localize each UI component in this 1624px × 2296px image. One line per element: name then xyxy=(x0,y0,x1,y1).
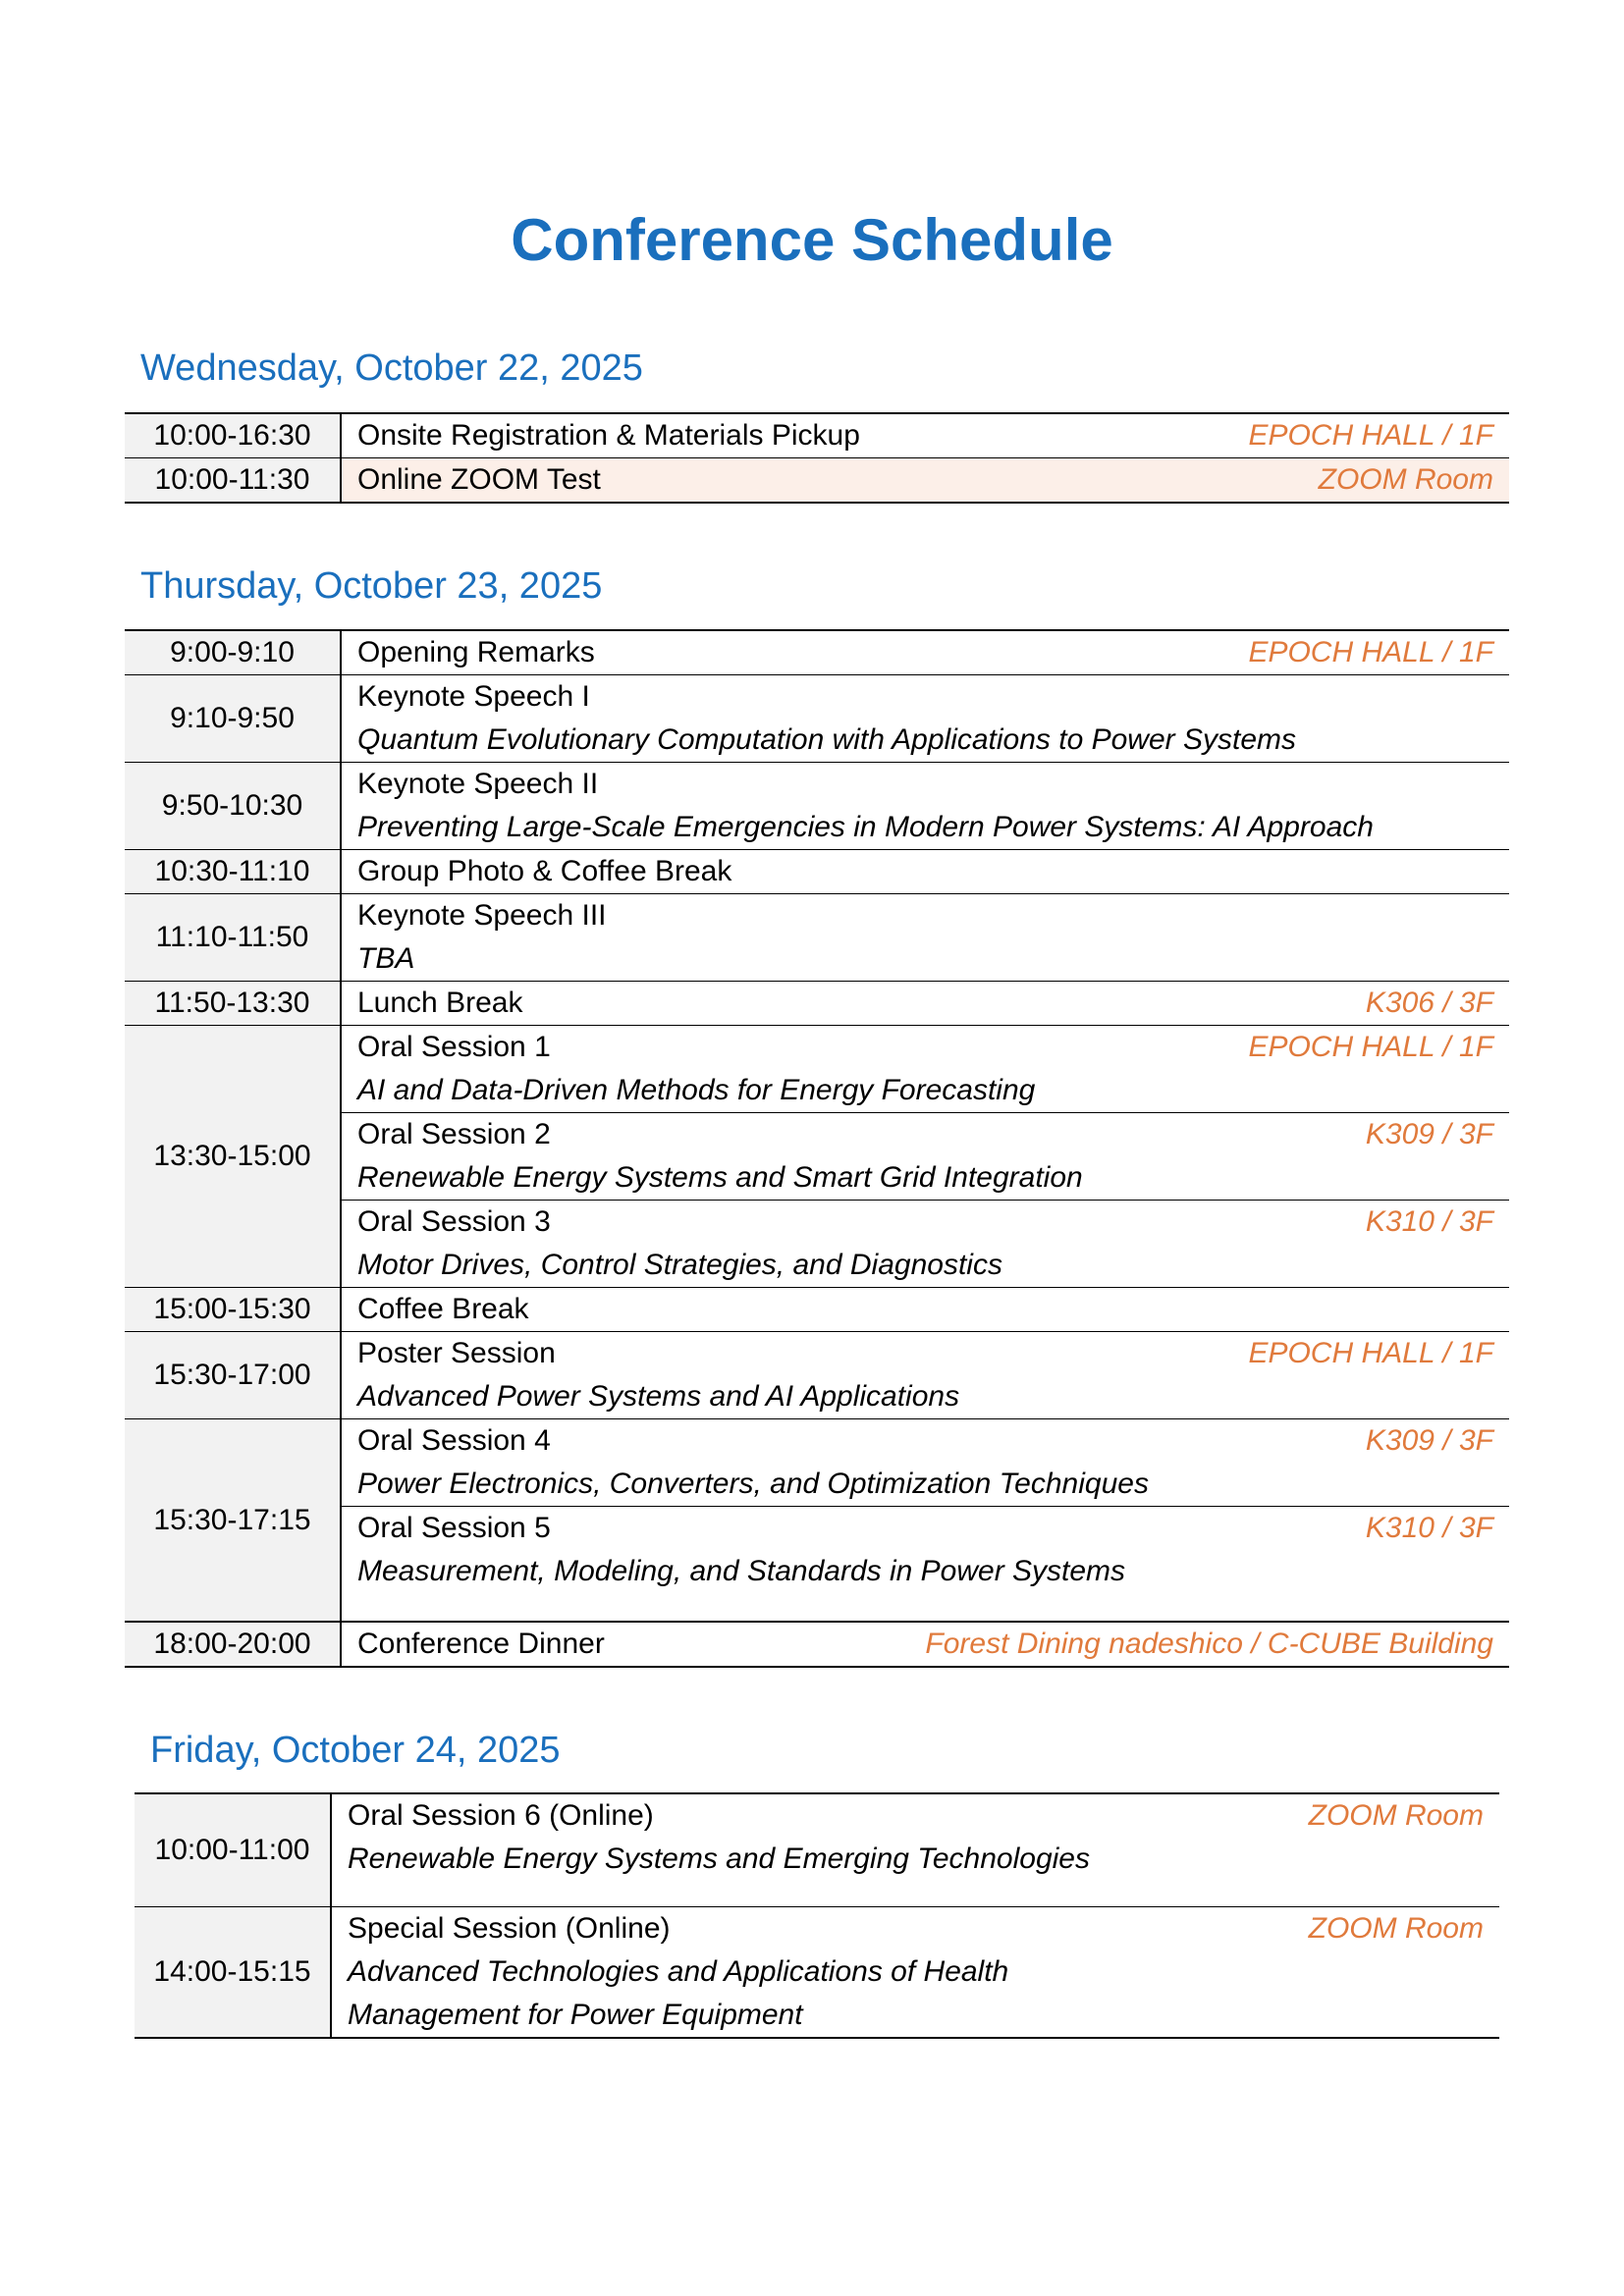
time-cell: 14:00-15:15 xyxy=(135,1907,332,2037)
event-location: ZOOM Room xyxy=(1308,1799,1484,1832)
event-subtitle: Power Electronics, Converters, and Optimization Techniques xyxy=(357,1468,1149,1500)
table-row xyxy=(125,1621,1509,1666)
event-location: EPOCH HALL / 1F xyxy=(1248,1337,1493,1369)
event-subtitle: Motor Drives, Control Strategies, and Diagnostics xyxy=(357,1249,1002,1281)
event-subtitle: AI and Data-Driven Methods for Energy Forecasting xyxy=(357,1074,1036,1106)
schedule-table-friday xyxy=(135,1792,1499,2039)
event-location: ZOOM Room xyxy=(1318,463,1493,496)
time-cell: 18:00-20:00 xyxy=(125,1623,342,1666)
day-heading-thursday: Thursday, October 23, 2025 xyxy=(140,565,603,607)
time-cell: 10:30-11:10 xyxy=(125,850,342,893)
schedule-table-thursday xyxy=(125,629,1509,1668)
time-cell: 10:00-16:30 xyxy=(125,414,342,457)
table-row xyxy=(125,849,1509,893)
event-entry xyxy=(342,1112,1509,1200)
schedule-table-wednesday xyxy=(125,412,1509,504)
event-title: Opening Remarks xyxy=(357,636,595,668)
event-entry xyxy=(342,1026,1509,1112)
event-subtitle: Renewable Energy Systems and Smart Grid Integration xyxy=(357,1161,1083,1194)
event-entry xyxy=(342,414,1509,457)
event-entry xyxy=(342,675,1509,762)
event-entry xyxy=(342,1419,1509,1506)
event-title: Special Session (Online) xyxy=(348,1912,671,1945)
event-subtitle: Advanced Technologies and Applications of Health xyxy=(348,1955,1009,1988)
event-location: K306 / 3F xyxy=(1365,987,1493,1019)
event-location: K309 / 3F xyxy=(1365,1118,1493,1150)
event-location: K310 / 3F xyxy=(1365,1512,1493,1544)
event-location: K309 / 3F xyxy=(1365,1424,1493,1457)
table-row xyxy=(125,1418,1509,1621)
event-title: Online ZOOM Test xyxy=(357,463,601,496)
table-row xyxy=(135,1906,1499,2037)
event-subtitle: Preventing Large-Scale Emergencies in Modern Power Systems: AI Approach xyxy=(357,811,1374,843)
event-entry xyxy=(342,1332,1509,1418)
event-subtitle: TBA xyxy=(357,942,415,975)
time-cell: 11:50-13:30 xyxy=(125,982,342,1025)
event-title: Group Photo & Coffee Break xyxy=(357,855,732,887)
event-entry xyxy=(342,982,1509,1025)
table-row xyxy=(125,1025,1509,1287)
event-subtitle: Advanced Power Systems and AI Applications xyxy=(357,1380,960,1413)
event-title: Keynote Speech I xyxy=(357,680,590,713)
event-entry xyxy=(342,1623,1509,1666)
event-location: Forest Dining nadeshico / C-CUBE Building xyxy=(925,1628,1493,1660)
event-entry xyxy=(342,458,1509,502)
event-subtitle: Quantum Evolutionary Computation with Applications to Power Systems xyxy=(357,723,1297,756)
table-row xyxy=(135,1794,1499,1906)
event-title: Oral Session 1 xyxy=(357,1031,551,1063)
event-entry xyxy=(342,1506,1509,1621)
event-subtitle-continued: Management for Power Equipment xyxy=(348,1999,803,2031)
event-title: Onsite Registration & Materials Pickup xyxy=(357,419,860,452)
table-row xyxy=(125,762,1509,849)
time-cell: 15:00-15:30 xyxy=(125,1288,342,1331)
table-row xyxy=(125,981,1509,1025)
event-subtitle: Measurement, Modeling, and Standards in Power Systems xyxy=(357,1555,1126,1587)
event-entry xyxy=(342,850,1509,893)
table-row xyxy=(125,457,1509,502)
time-cell: 11:10-11:50 xyxy=(125,894,342,981)
event-title: Keynote Speech II xyxy=(357,768,599,800)
event-title: Lunch Break xyxy=(357,987,523,1019)
event-title: Oral Session 5 xyxy=(357,1512,551,1544)
table-row xyxy=(125,631,1509,674)
event-title: Conference Dinner xyxy=(357,1628,605,1660)
event-entry xyxy=(342,763,1509,849)
event-entry xyxy=(332,1794,1499,1906)
event-location: EPOCH HALL / 1F xyxy=(1248,636,1493,668)
day-heading-friday: Friday, October 24, 2025 xyxy=(150,1730,561,1771)
table-row xyxy=(125,414,1509,457)
event-entry xyxy=(342,631,1509,674)
event-entry xyxy=(342,1288,1509,1331)
time-cell: 13:30-15:00 xyxy=(125,1026,342,1287)
time-cell: 9:50-10:30 xyxy=(125,763,342,849)
event-title: Oral Session 4 xyxy=(357,1424,551,1457)
event-entry xyxy=(342,894,1509,981)
event-location: EPOCH HALL / 1F xyxy=(1248,419,1493,452)
page-title: Conference Schedule xyxy=(511,207,1113,273)
table-row xyxy=(125,1331,1509,1418)
day-heading-wednesday: Wednesday, October 22, 2025 xyxy=(140,347,643,389)
event-location: EPOCH HALL / 1F xyxy=(1248,1031,1493,1063)
table-row xyxy=(125,674,1509,762)
table-row xyxy=(125,1287,1509,1331)
event-title: Keynote Speech III xyxy=(357,899,607,932)
event-title: Oral Session 2 xyxy=(357,1118,551,1150)
event-title: Coffee Break xyxy=(357,1293,529,1325)
event-entry xyxy=(332,1907,1499,2037)
event-location: K310 / 3F xyxy=(1365,1205,1493,1238)
table-row xyxy=(125,893,1509,981)
time-cell: 15:30-17:15 xyxy=(125,1419,342,1621)
event-title: Oral Session 3 xyxy=(357,1205,551,1238)
time-cell: 9:10-9:50 xyxy=(125,675,342,762)
event-title: Poster Session xyxy=(357,1337,556,1369)
event-entry xyxy=(342,1200,1509,1287)
event-location: ZOOM Room xyxy=(1308,1912,1484,1945)
time-cell: 10:00-11:30 xyxy=(125,458,342,502)
time-cell: 10:00-11:00 xyxy=(135,1794,332,1906)
time-cell: 9:00-9:10 xyxy=(125,631,342,674)
event-subtitle: Renewable Energy Systems and Emerging Technologies xyxy=(348,1842,1090,1875)
event-title: Oral Session 6 (Online) xyxy=(348,1799,654,1832)
time-cell: 15:30-17:00 xyxy=(125,1332,342,1418)
